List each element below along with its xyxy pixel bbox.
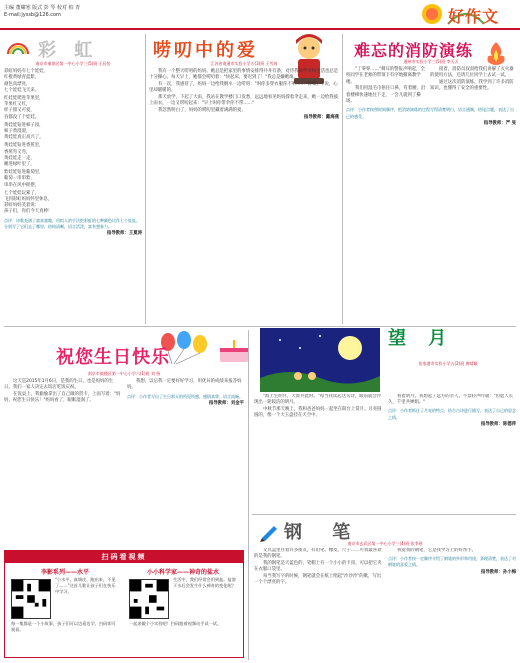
poem-line: 苹果红又红， <box>4 102 31 108</box>
nag-paragraph: 我有一个整天唠叨的妈妈。她总是把家里的事情安排得井井有条，对待我的学习和生活也总是十分操心。每天早上，她都会唠叨着："快起床，要迟到了！"我总是嫌她烦。 <box>149 69 339 81</box>
header-rule <box>0 28 520 30</box>
rainbow-stanza <box>4 191 142 216</box>
nag-paragraph: 有一次，我感冒了，妈妈一边给我倒水一边唠叨："叫你多穿衣服你不听……"我嘴上不说，心里却暖暖的。 <box>149 82 338 94</box>
pen-paragraph: 每当我写字的时候，钢笔就会在纸上唱起"沙沙沙"的歌，写出一个个漂亮的字。 <box>254 573 382 586</box>
fire-teacher: 指导教师：严 旻 <box>483 120 516 126</box>
fire-col-left <box>346 67 426 105</box>
page-header <box>0 0 520 30</box>
moon-teacher: 指导教师：陈德萍 <box>480 421 516 427</box>
poem-line: 香蕉弯又弯， <box>4 149 31 155</box>
pen-columns <box>254 548 516 587</box>
nag-paragraph: 那天放学，下起了大雨，我站在教学楼门口发愁，远远地看见妈妈撑着伞走来，她一边给我披上雨衣，一边又唠叨起来："早上叫你带伞你不带……" <box>149 95 339 107</box>
birthday-columns <box>4 379 244 407</box>
pen-teacher: 指导教师：孙小梅 <box>480 569 516 575</box>
qr-video-box <box>4 550 244 658</box>
rainbow-stanza <box>4 170 142 189</box>
poem-line: 红橙黄绿青蓝紫， <box>4 75 40 81</box>
poem-line: 吞都没了个娃娃。 <box>4 114 40 120</box>
poem-line: 彩虹妈妈笑着说： <box>4 203 40 209</box>
qr-card-title: 小小科学家——神奇的盐水 <box>146 569 219 576</box>
nag-byline: 江苏省南通市实验小学五(3)班 王雪冉 <box>210 61 278 66</box>
birthday-comment: 点评：小作者写出了生日那天的所见所感，感情真挚，语言流畅。 <box>127 393 243 399</box>
poem-line: 样子甜又可爱， <box>4 108 35 114</box>
rainbow-icon <box>6 36 30 56</box>
fire-paragraph: "丁零零……"刺耳的警报声响起，全校同学在老师的带领下有序地撤离教学楼。 <box>346 67 425 85</box>
pen-byline: 南京市玄武区第一中心小学三(4)班 张李瑶 <box>347 541 423 546</box>
nag-teacher: 指导教师：戴海燕 <box>303 115 339 121</box>
column-divider <box>342 34 343 324</box>
fire-paragraph: 我们用湿毛巾捂住口鼻，弯着腰，沿着楼梯快速地往下走，一会儿就到了操场。 <box>346 86 426 104</box>
header-credits: 主编 董啸寒 版式 彭 琴 校对 柏 青 <box>4 5 81 11</box>
pen-paragraph: 文具盒里住着许多朋友，有铅笔、橡皮、尺子……可我最喜欢的是我的钢笔。 <box>254 548 382 560</box>
moon-byline: 张家港市实验小学五(2)班 黄晴颖 <box>418 361 478 366</box>
fire-paragraph: 通过这次消防演练，我学到了许多消防知识，也懂得了安全的重要性。 <box>430 80 514 92</box>
pen-comment: 点评：小作者按一定顺序介绍了钢笔的外形和用途，条理清楚，表达了对钢笔的喜爱之情。 <box>388 556 516 568</box>
poem-line: 七个娃娃玩累了， <box>4 190 40 196</box>
birthday-article <box>4 370 244 546</box>
rainbow-byline: 南京市秦淮区第一中心小学三(5)班 王辰怡 <box>35 61 111 66</box>
qr-card-left[interactable] <box>9 567 121 655</box>
rainbow-stanza <box>4 96 142 121</box>
birthday-teacher: 指导教师：刘金平 <box>208 400 244 406</box>
birthday-paragraph: 我想，以后我一定要好好学习，用优异的成绩来报答妈妈。 <box>127 379 242 391</box>
poem-line: 颜色真漂亮， <box>4 81 31 87</box>
birthday-col-left <box>4 379 121 407</box>
moon-paragraph: 中秋节那天晚上，我和爸爸妈妈一起坐在阳台上赏月。月亮圆圆的，像一个大玉盘挂在天空中。 <box>254 406 382 419</box>
fire-col-right <box>430 67 514 105</box>
fire-comment: 点评：小作者按照时间顺序，把消防演练的过程写得清楚明白，语言通顺，结尾点题，表达了自己的感受。 <box>346 107 514 119</box>
rainbow-teacher: 指导教师：王夏涛 <box>106 231 142 237</box>
birthday-byline: 南京市鼓楼区第一中心小学六(1)班 刘 扬 <box>87 371 161 376</box>
poem-line: 孩子们，你们今天真棒！ <box>4 209 53 215</box>
fire-paragraph: 接着，消防员叔叔给我们讲解了灭火器的使用方法，还请几位同学上去试一试。 <box>430 67 514 79</box>
nag-paragraph: 我忽然明白了，妈妈的唠叨里藏着满满的爱。 <box>158 107 246 113</box>
row-divider <box>252 514 516 515</box>
rainbow-stanza <box>4 123 142 142</box>
header-info <box>4 5 80 19</box>
nag-title: 唠叨中的爱 <box>153 40 258 61</box>
qr-card-title: 李影系列——水平 <box>40 569 89 576</box>
rainbow-stanza <box>4 69 142 94</box>
poem-line: 黄娃娃钻进香蕉里， <box>4 143 44 149</box>
poem-line: 七个娃娃飞天来。 <box>4 87 40 93</box>
qr-card-right[interactable] <box>127 567 239 655</box>
fire-article <box>346 58 516 320</box>
rainbow-article <box>4 60 142 322</box>
column-divider <box>145 34 146 324</box>
qr-code-icon[interactable] <box>129 579 169 619</box>
moon-paragraph: 看着明月，我想起了远方的亲人，不禁轻声吟诵："但愿人长久，千里共婵娟。" <box>388 394 514 406</box>
poem-line: 葡萄一串串紫， <box>4 176 35 182</box>
poem-line: 紫娃娃钻进葡萄里， <box>4 170 44 176</box>
pen-col-right <box>388 548 516 587</box>
qr-code-icon[interactable] <box>11 579 51 619</box>
qr-card-text: "小水平，真调皮，跑出来，不见了……"这首儿歌让孩子们在快乐中学习。 <box>55 577 116 594</box>
moon-comment: 点评：小作者抓住了月亮的特点，结合古诗进行描写，表达了自己的思念之情。 <box>388 408 516 420</box>
section-logo <box>418 0 514 30</box>
poem-line: 黄娃娃真正高兴了。 <box>4 135 44 141</box>
birthday-col-right <box>127 379 244 407</box>
fire-title: 难忘的消防演练 <box>354 41 474 60</box>
rainbow-title: 彩 虹 <box>38 40 99 61</box>
poem-line: 彩虹妈妈有七个娃娃， <box>4 69 48 75</box>
qr-card-text: 一起来做个小实验吧！扫码跟着视频动手试一试。 <box>129 621 222 626</box>
rainbow-stanza <box>4 143 142 168</box>
pen-icon <box>258 520 280 542</box>
moon-col-right <box>388 394 516 428</box>
qr-card-text: 生活中，我们经常会用到盐。盐溶于水后会发生什么神奇的变化呢？ <box>173 577 236 588</box>
section-logo-text: 好作文 <box>448 7 500 26</box>
qr-card-text: 每一集都是一个小故事，孩子们可以边看边学，扫码即可观看。 <box>11 621 116 632</box>
birthday-title: 祝您生日快乐 <box>56 347 170 368</box>
moon-night-illustration <box>260 328 380 392</box>
moon-article <box>254 394 516 514</box>
moon-col-left <box>254 394 382 428</box>
poem-line: 串串在风中摇摆， <box>4 182 40 188</box>
pen-paragraph: 我爱我的钢笔，它是我学习上的好帮手。 <box>397 548 477 553</box>
pen-article <box>254 548 516 660</box>
poem-line: 飞到彩虹妈妈怀里休息， <box>4 197 53 203</box>
moon-paragraph: "海上生明月，天涯共此时。"每当我读起这句诗，眼前就会浮现出一轮皎洁的明月。 <box>254 394 382 406</box>
poem-line: 柿子黄澄澄， <box>4 129 31 135</box>
pen-title: 钢 笔 <box>284 522 363 543</box>
pen-paragraph: 我的钢笔是天蓝色的，笔帽上有一个小小的卡扣，可以把它夹在衣服口袋里。 <box>254 560 382 573</box>
qr-box-title: 扫码看视频 <box>5 551 243 563</box>
birthday-paragraph: 在饭桌上，我偷偷拿出了自己做的贺卡，上面写着："妈妈，祝您生日快乐！"妈妈看了，眼眶湿润了。 <box>4 392 121 404</box>
column-divider <box>248 330 249 660</box>
fire-columns <box>346 67 516 105</box>
poem-line: 黄娃娃走一走， <box>4 155 35 161</box>
moon-title: 望 月 <box>388 328 455 349</box>
header-email[interactable]: E-mail:jyssb@126.com <box>4 12 61 18</box>
moon-columns <box>254 394 516 428</box>
poem-line: 黄娃娃钻进柿子园， <box>4 122 44 128</box>
poem-line: 红娃娃爬进苹果里， <box>4 96 44 102</box>
poem-line: 睡进绿叶里了， <box>4 162 35 168</box>
nag-article <box>149 60 339 322</box>
rainbow-comment: 点评：诗歌充满了童真童趣，用拟人的手法把彩虹的七种颜色比作七个娃娃，分别写了它们去了哪里，结构清晰，语言活泼，富有想象力。 <box>4 217 140 229</box>
fire-byline: 通州市实验小学三(5)班 李天天 <box>403 59 459 64</box>
pen-col-left <box>254 548 382 587</box>
birthday-paragraph: 这天是2015年1月6日，是我的生日，也是妈妈的生日。我们一家人决定去饭店吃饭庆祝。 <box>4 379 114 391</box>
